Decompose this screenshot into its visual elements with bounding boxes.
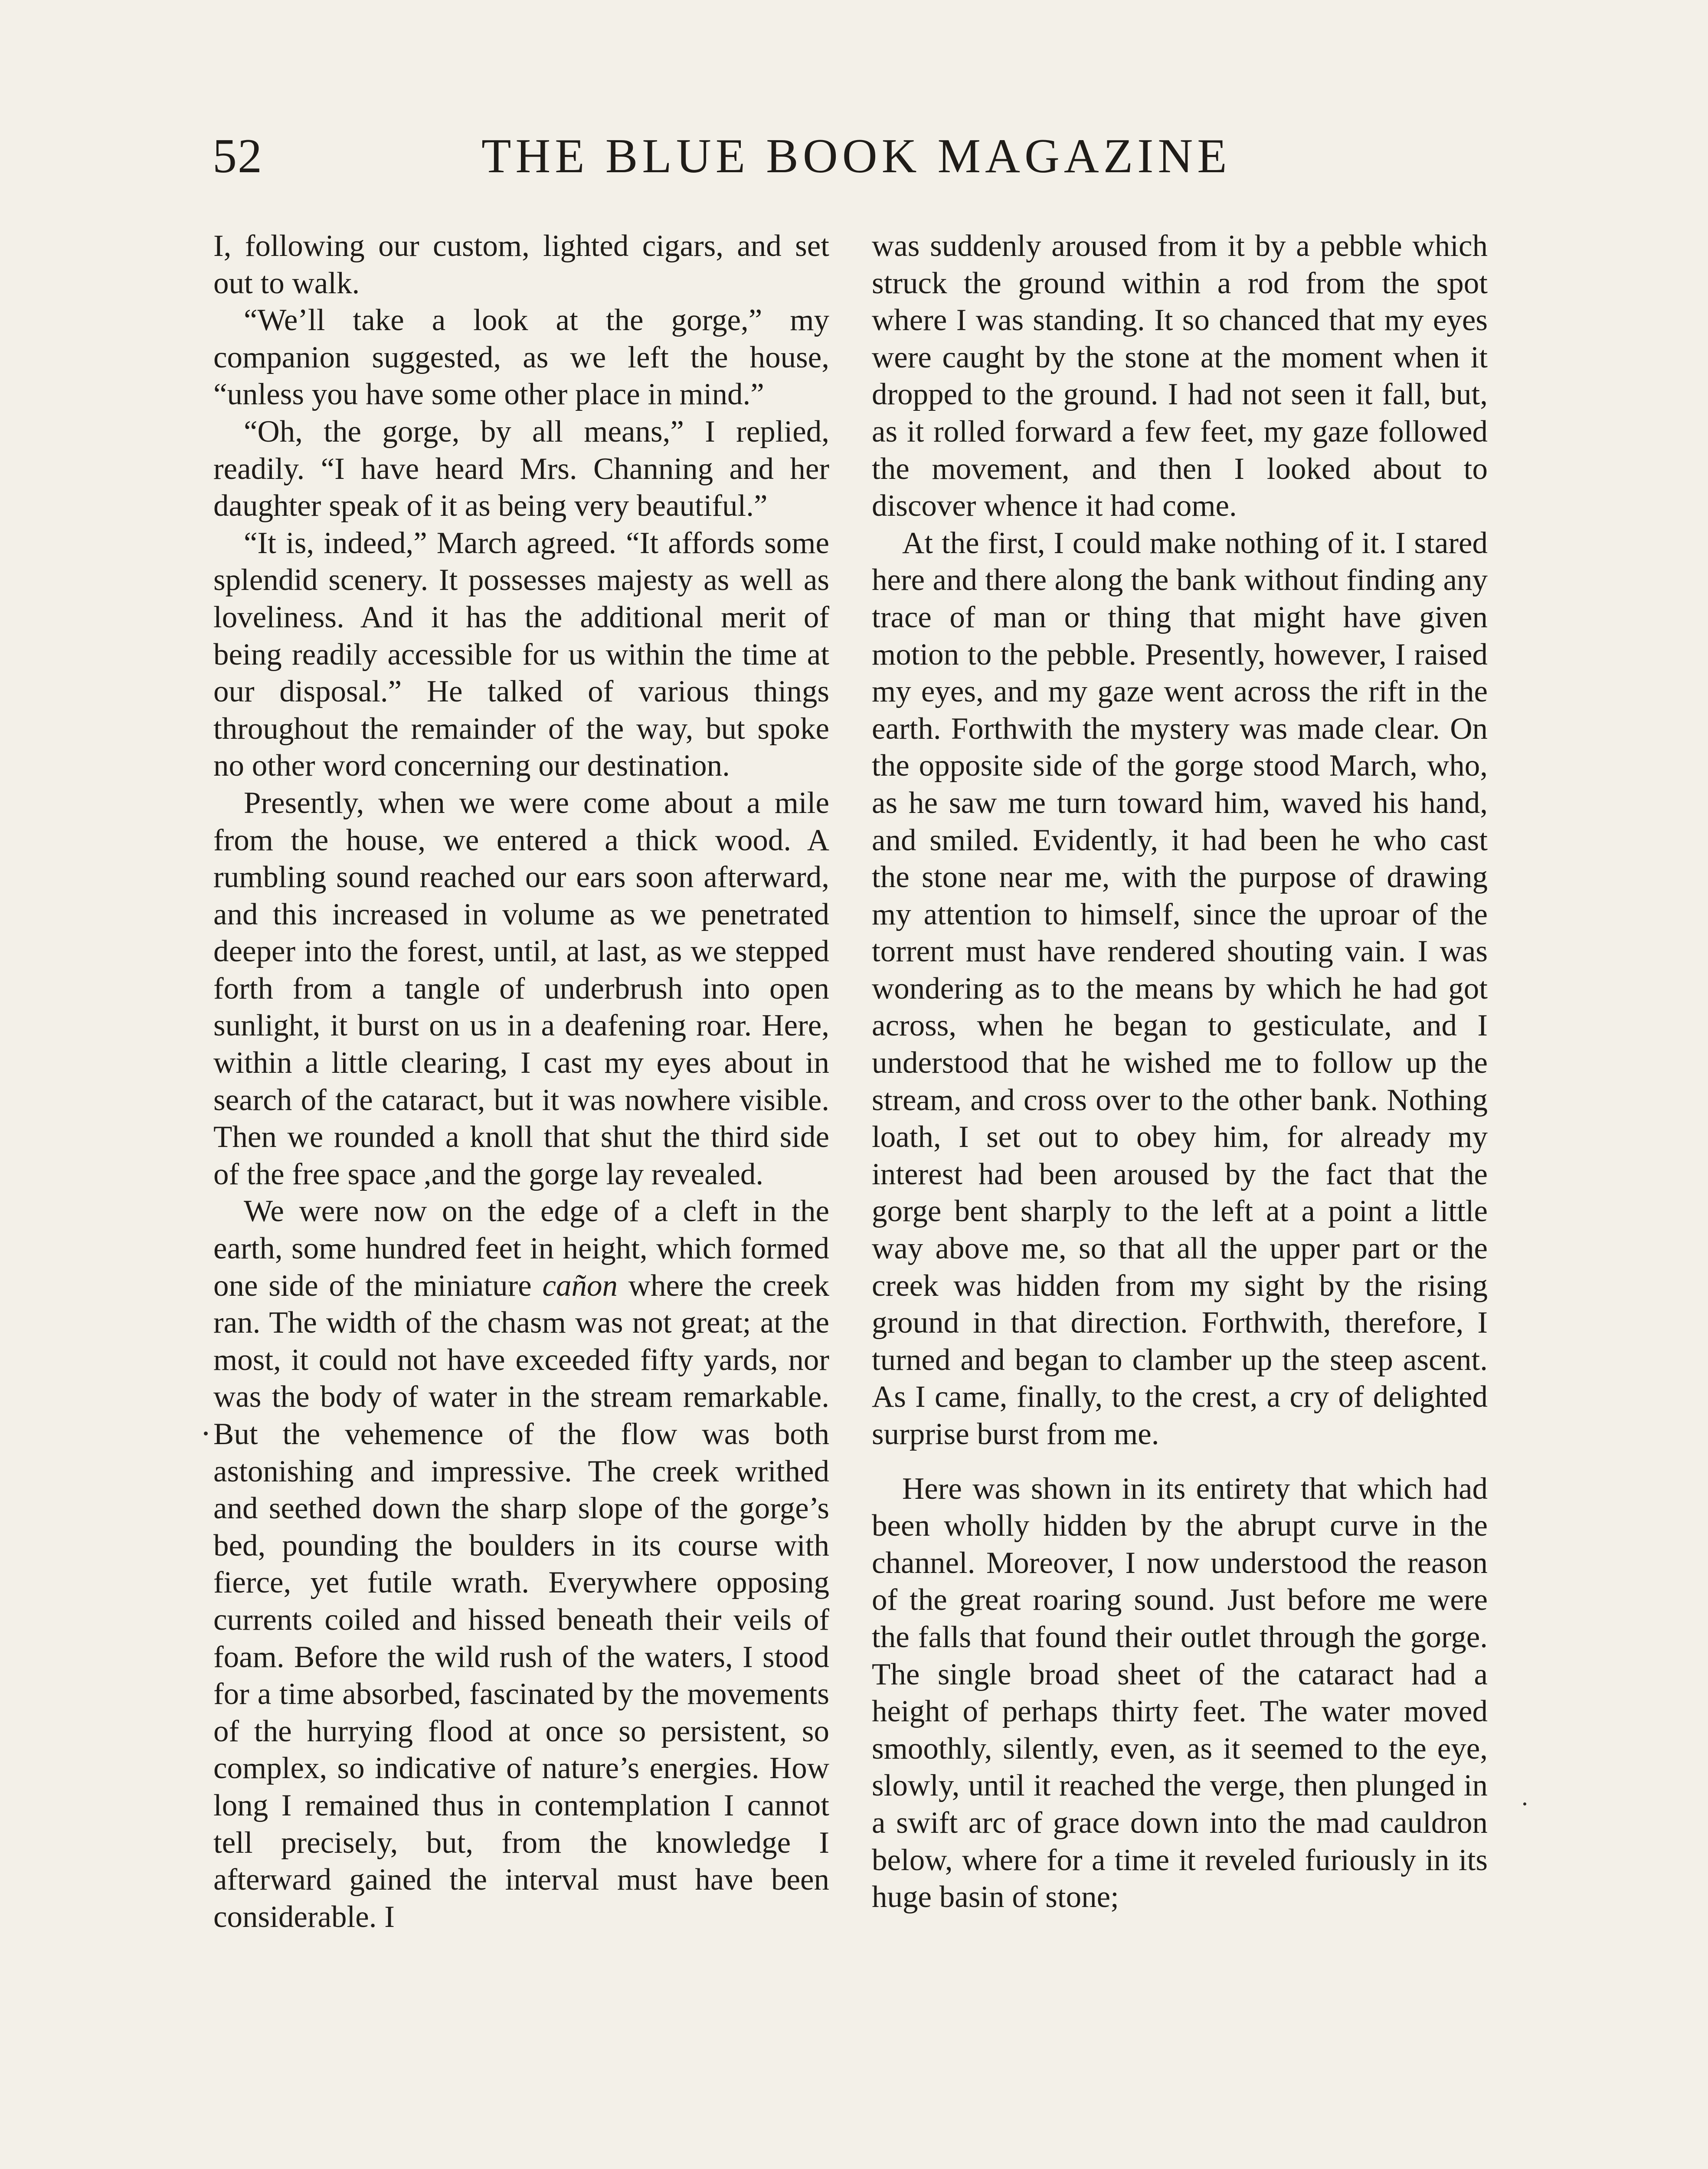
magazine-title: THE BLUE BOOK MAGAZINE [481,129,1231,183]
paragraph: We were now on the edge of a cleft in the earth, some hundred feet in height, which formed one side of the miniature cañon where the creek ran. The width of the chasm was not great; at the most, it could not have exceeded fifty yards, nor was the body of water in the stream remarkable. But the vehemence of the flow was both astonishing and impressive. The creek writhed and seethed down the sharp slope of the gorge’s bed, pounding the boulders in its course with fierce, yet futile wrath. Everywhere opposing currents coiled and hissed beneath their veils of foam. Before the wild rush of the waters, I stood for a time absorbed, fascinated by the movements of the hurrying flood at once so persistent, so complex, so indicative of nature’s energies. How long I remained thus in contemplation I cannot tell precisely, but, from the knowledge I afterward gained the interval must have been considerable. I [213,1194,829,1934]
italic-word: cañon [542,1268,618,1303]
right-column [872,228,1488,1916]
paragraph: At the first, I could make nothing of it. I stared here and there along the bank without finding any trace of man or thing that might have given motion to the pebble. Presently, however, I raised my eyes, and my gaze went across the rift in the earth. Forthwith the mystery was made clear. On the opposite side of the gorge stood March, who, as he saw me turn toward him, waved his hand, and smiled. Evidently, it had been he who cast the stone near me, with the purpose of drawing my attention to himself, since the uproar of the torrent must have rendered shouting vain. I was wondering as to the means by which he had got across, when he began to gesticulate, and I understood that he wished me to follow up the stream, and cross over to the other bank. Nothing loath, I set out to obey him, for already my interest had been aroused by the fact that the gorge bent sharply to the left at a point a little way above me, so that all the upper part or the creek was hidden from my sight by the rising ground in that direction. Forthwith, therefore, I turned and began to clamber up the steep ascent. As I came, finally, to the crest, a cry of delighted surprise burst from me. [872,526,1488,1451]
paragraph: Here was shown in its entirety that which had been wholly hidden by the abrupt curve in the channel. Moreover, I now understood the reason of the great roaring sound. Just before me were the falls that found their outlet through the gorge. The single broad sheet of the cataract had a height of perhaps thirty feet. The water moved smoothly, silently, even, as it seemed to the eye, slowly, until it reached the verge, then plunged in a swift arc of grace down into the mad cauldron below, where for a time it reveled furiously in its huge basin of stone; [872,1471,1488,1914]
print-speck [1523,1802,1526,1805]
page-number: 52 [213,129,263,183]
paragraph: Presently, when we were come about a mile from the house, we entered a thick wood. A rumbling sound reached our ears soon afterward, and this increased in volume as we penetrated deeper into the forest, until, at last, as we stepped forth from a tangle of underbrush into open sunlight, it burst on us in a deafening roar. Here, within a little clearing, I cast my eyes about in search of the cataract, but it was nowhere visible. Then we rounded a knoll that shut the third side of the free space ,and the gorge lay revealed. [213,786,829,1191]
page-header [213,126,1514,200]
paragraph: “We’ll take a look at the gorge,” my companion suggested, as we left the house, “unless you have some other place in mind.” [213,303,829,412]
paragraph: “It is, indeed,” March agreed. “It affords some splendid scenery. It possesses majesty as well as loveliness. And it has the additional merit of being readily accessible for us within the time at our disposal.” He talked of various things throughout the remainder of the way, but spoke no other word concerning our destination. [213,526,829,783]
paragraph: was suddenly aroused from it by a pebble which struck the ground within a rod from the spot where I was standing. It so chanced that my eyes were caught by the stone at the moment when it dropped to the ground. I had not seen it fall, but, as it rolled forward a few feet, my gaze followed the movement, and then I looked about to discover whence it had come. [872,229,1488,523]
left-column [213,228,829,1936]
paragraph: “Oh, the gorge, by all means,” I replied, readily. “I have heard Mrs. Channing and her daughter speak of it as being very beautiful.” [213,414,829,523]
paragraph: I, following our custom, lighted cigars, and set out to walk. [213,229,829,300]
print-speck [204,1432,208,1435]
